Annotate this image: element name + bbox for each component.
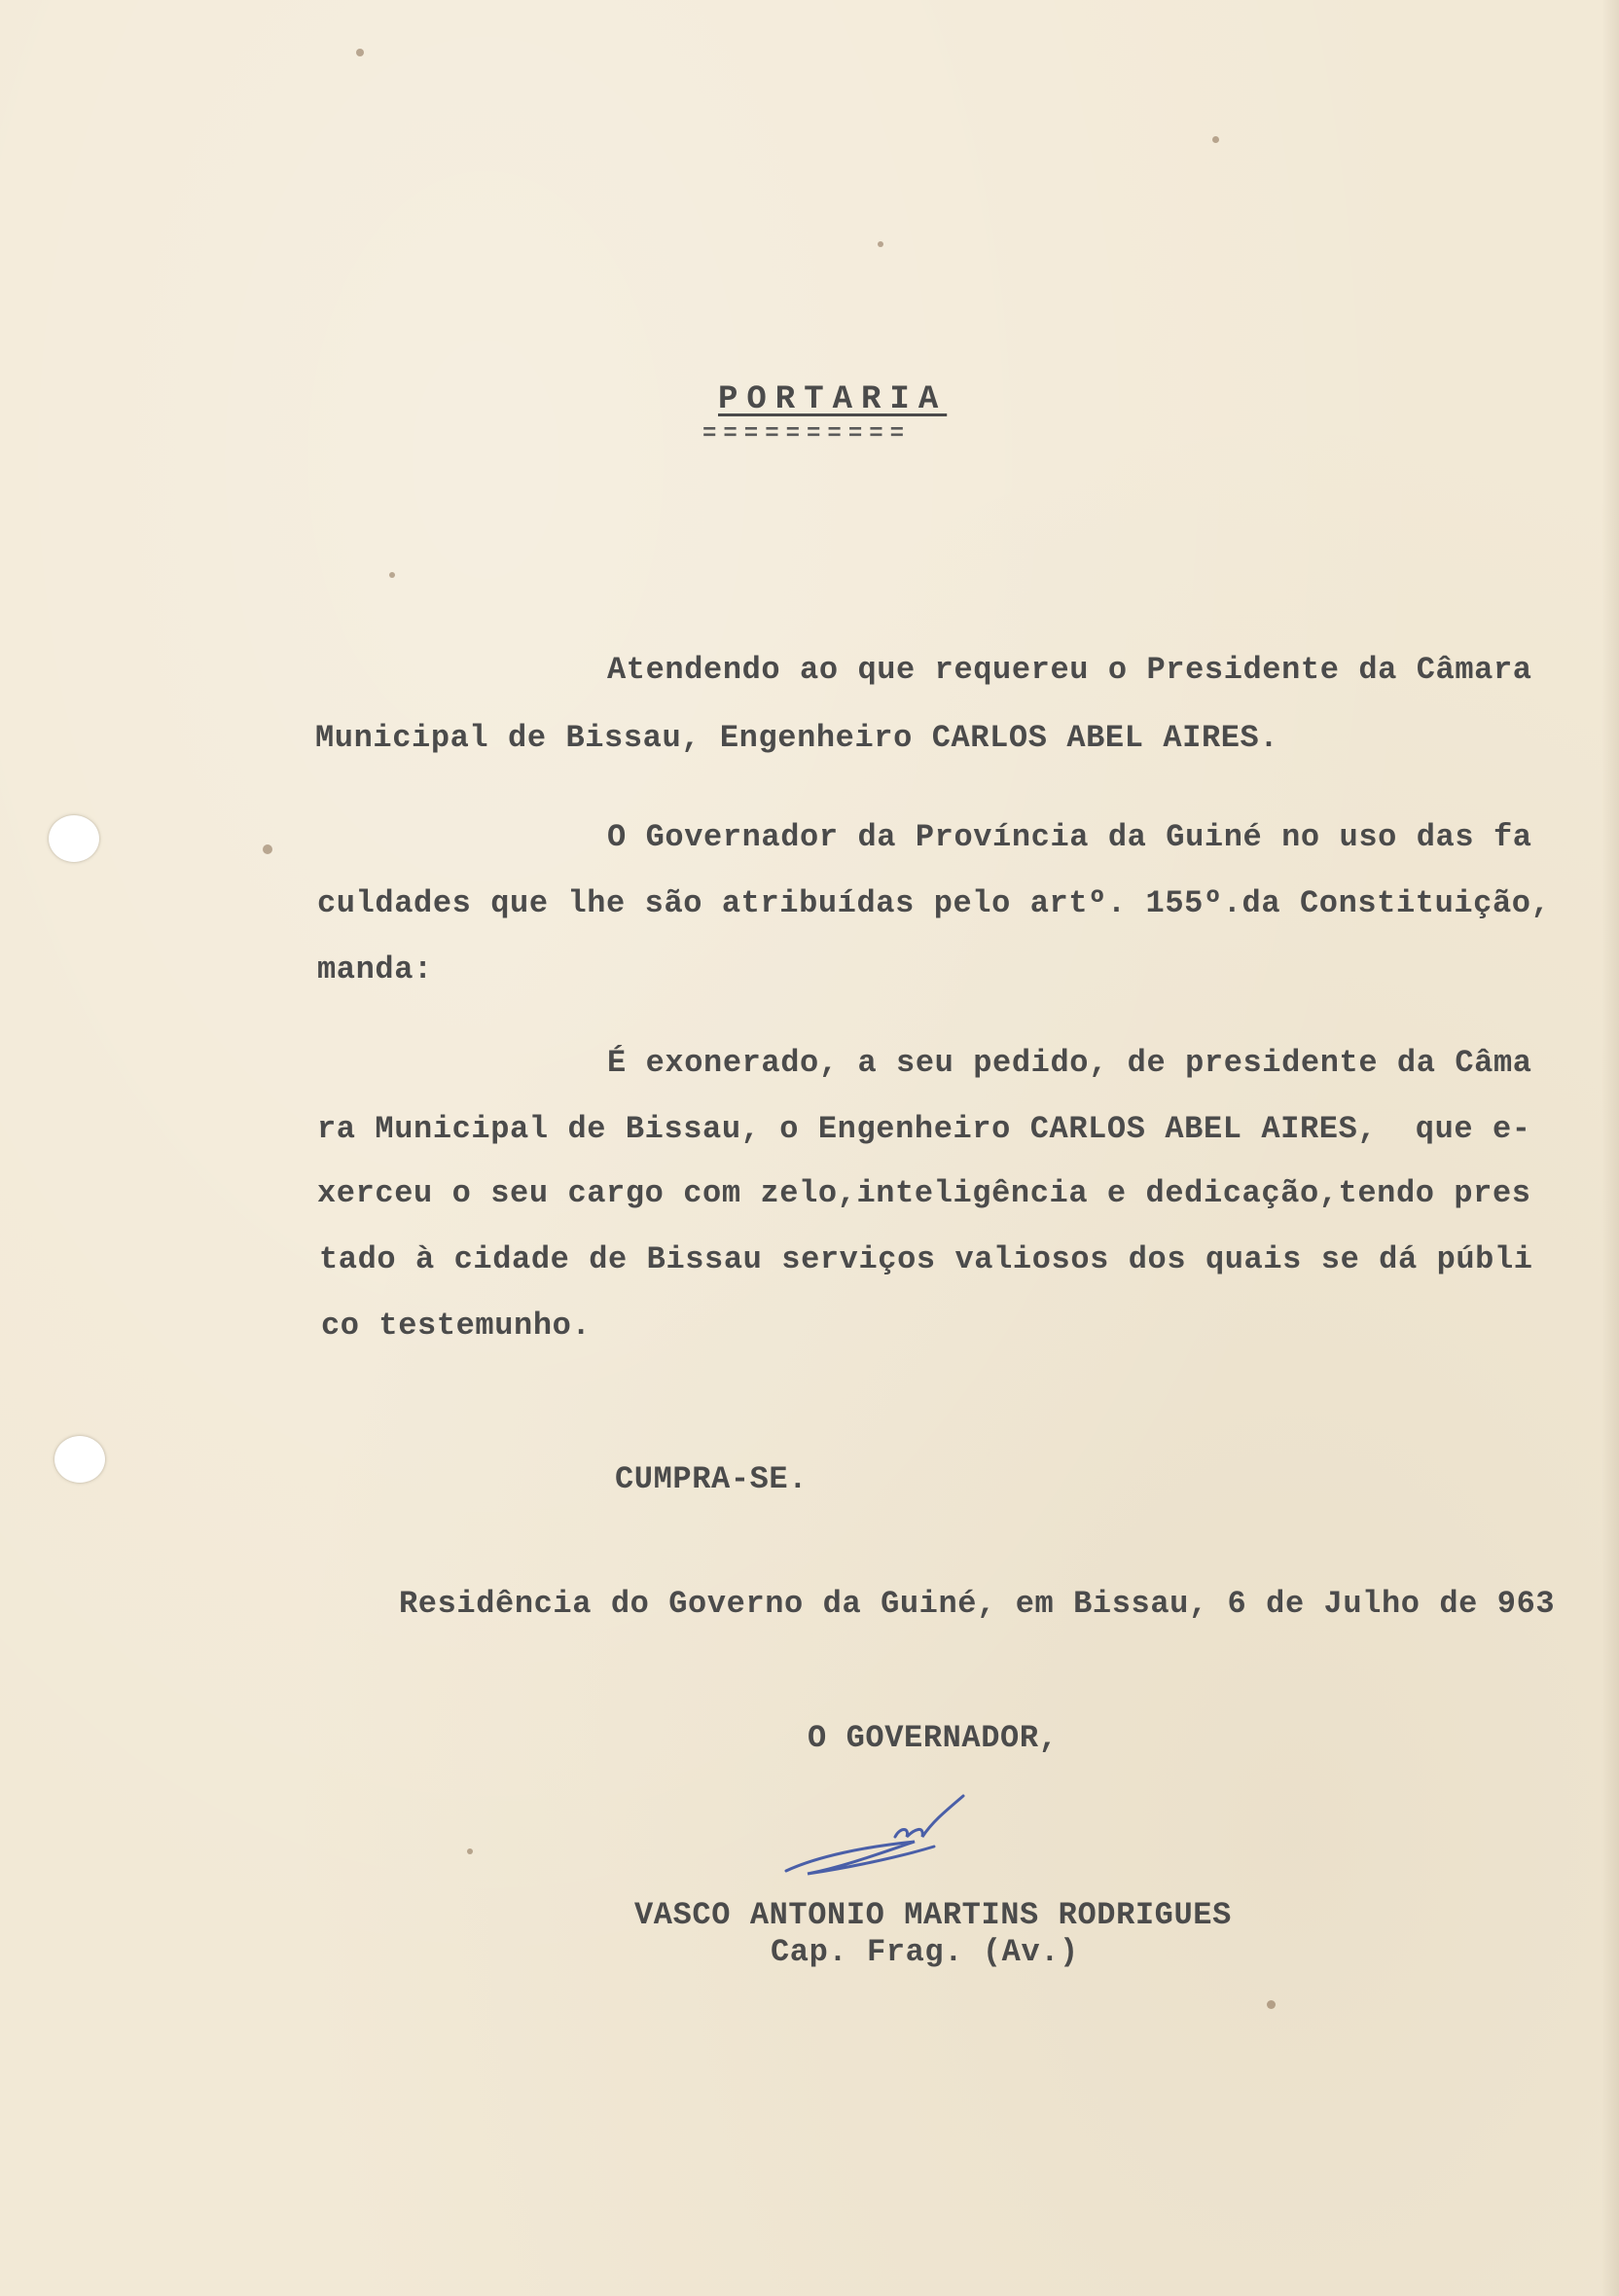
paper-speck xyxy=(356,49,364,56)
signatory-name: VASCO ANTONIO MARTINS RODRIGUES xyxy=(634,1897,1232,1933)
paper-speck xyxy=(263,844,272,854)
paper-speck xyxy=(389,572,395,578)
page-edge-shadow xyxy=(1601,0,1619,2296)
paper-speck xyxy=(878,241,883,247)
title-underline-rule: ========== xyxy=(702,421,912,448)
paragraph3-line2: ra Municipal de Bissau, o Engenheiro CARLOS ABEL AIRES, que e- xyxy=(317,1111,1531,1147)
signatory-title: O GOVERNADOR, xyxy=(808,1720,1059,1756)
paragraph3-line3: xerceu o seu cargo com zelo,inteligência e dedicação,tendo pres xyxy=(317,1175,1531,1211)
place-and-date: Residência do Governo da Guiné, em Bissau, 6 de Julho de 963 xyxy=(399,1586,1556,1622)
paragraph3-line4: tado à cidade de Bissau serviços valiosos dos quais se dá públi xyxy=(319,1241,1533,1277)
paragraph2-line1: O Governador da Província da Guiné no uso das fa xyxy=(607,819,1532,855)
paragraph2-line3: manda: xyxy=(317,951,433,987)
document-title: PORTARIA xyxy=(718,381,948,418)
closing-statement: CUMPRA-SE. xyxy=(615,1461,809,1497)
paragraph3-line1: É exonerado, a seu pedido, de presidente da Câma xyxy=(607,1045,1532,1081)
paragraph2-line2: culdades que lhe são atribuídas pelo artº. 155º.da Constituição, xyxy=(317,885,1551,921)
paper-speck xyxy=(1212,136,1219,143)
paragraph1-line1: Atendendo ao que requereu o Presidente da Câmara xyxy=(607,652,1532,688)
paragraph1-line2: Municipal de Bissau, Engenheiro CARLOS ABEL AIRES. xyxy=(315,720,1279,756)
paragraph3-line5: co testemunho. xyxy=(321,1308,592,1344)
punch-hole-bottom xyxy=(54,1436,105,1483)
paper-speck xyxy=(467,1848,473,1854)
punch-hole-top xyxy=(49,815,99,862)
handwritten-signature xyxy=(778,1788,983,1885)
paper-speck xyxy=(1267,2000,1276,2009)
signatory-rank: Cap. Frag. (Av.) xyxy=(771,1934,1079,1970)
